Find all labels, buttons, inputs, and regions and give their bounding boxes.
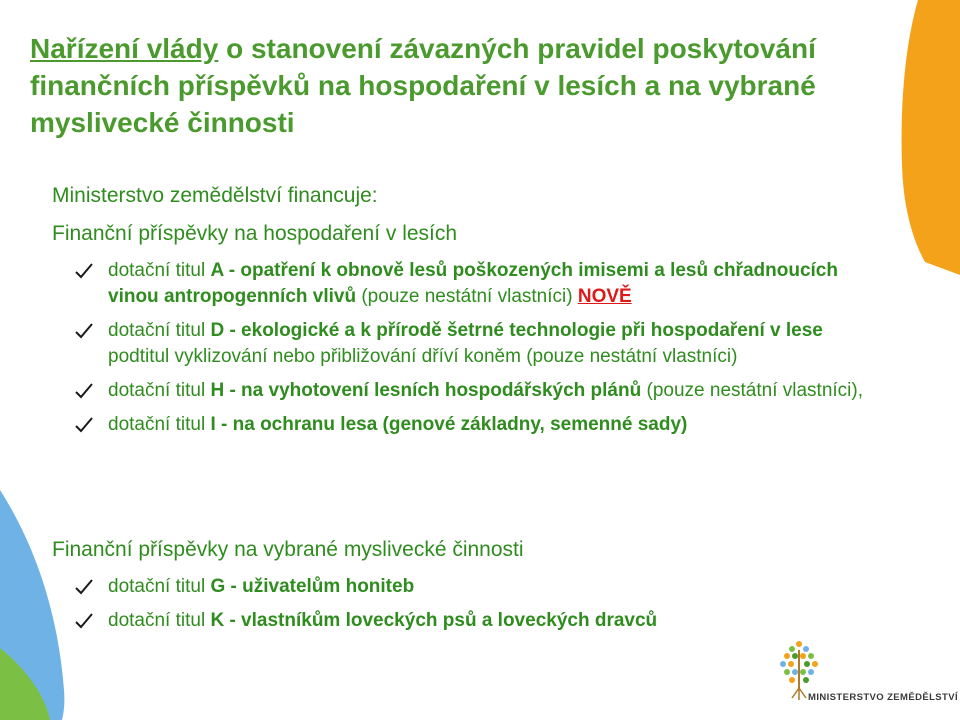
page-title	[30, 30, 910, 141]
list-item	[74, 378, 874, 404]
item-prefix: dotační titul	[108, 576, 211, 597]
item-prefix: dotační titul	[108, 380, 211, 401]
title-link[interactable]: Nařízení vlády	[30, 33, 219, 64]
ministry-logo-text: MINISTERSTVO ZEMĚDĚLSTVÍ	[808, 692, 958, 703]
list-item	[74, 318, 874, 370]
item-bold: H - na vyhotovení lesních hospodářských plánů	[210, 380, 642, 401]
item-prefix: dotační titul	[108, 610, 211, 631]
checkmark-icon	[74, 381, 94, 401]
checkmark-icon	[74, 577, 94, 597]
checkmark-icon	[74, 321, 94, 341]
item-prefix: dotační titul	[108, 320, 211, 341]
item-bold: A - opatření k obnově lesů poškozených imisemi a lesů chřadnoucích vinou antropogenních vlivů	[108, 260, 838, 307]
list-item	[74, 258, 874, 310]
item-bold: K - vlastníkům loveckých psů a loveckých dravců	[210, 610, 658, 631]
item-bold: I - na ochranu lesa (genové základny, semenné sady)	[210, 414, 688, 435]
item-bold: D - ekologické a k přírodě šetrné technologie při hospodaření v lese	[210, 320, 823, 341]
list-item	[74, 412, 874, 438]
list-item	[74, 608, 874, 634]
item-prefix: dotační titul	[108, 260, 211, 281]
new-badge: NOVĚ	[577, 286, 632, 307]
section2-list	[74, 574, 874, 634]
item-prefix: dotační titul	[108, 414, 211, 435]
item-suffix: (pouze nestátní vlastníci),	[641, 380, 863, 401]
checkmark-icon	[74, 415, 94, 435]
intro-text: Ministerstvo zemědělství financuje:	[52, 184, 378, 207]
checkmark-icon	[74, 261, 94, 281]
list-item	[74, 574, 874, 600]
section1-heading: Finanční příspěvky na hospodaření v lesích	[52, 222, 458, 245]
section2-heading: Finanční příspěvky na vybrané myslivecké činnosti	[52, 538, 524, 561]
orange-corner-shape	[902, 0, 960, 275]
item-bold: G - uživatelům honiteb	[210, 576, 415, 597]
section1-list	[74, 258, 874, 438]
item-suffix: (pouze nestátní vlastníci)	[356, 286, 578, 307]
checkmark-icon	[74, 611, 94, 631]
title-rest: o stanovení závazných pravidel poskytování finančních příspěvků na hospodaření v lesích a na vybrané myslivecké činnosti	[30, 33, 816, 138]
item-suffix: podtitul vyklizování nebo přibližování dříví koněm (pouze nestátní vlastníci)	[108, 346, 738, 367]
